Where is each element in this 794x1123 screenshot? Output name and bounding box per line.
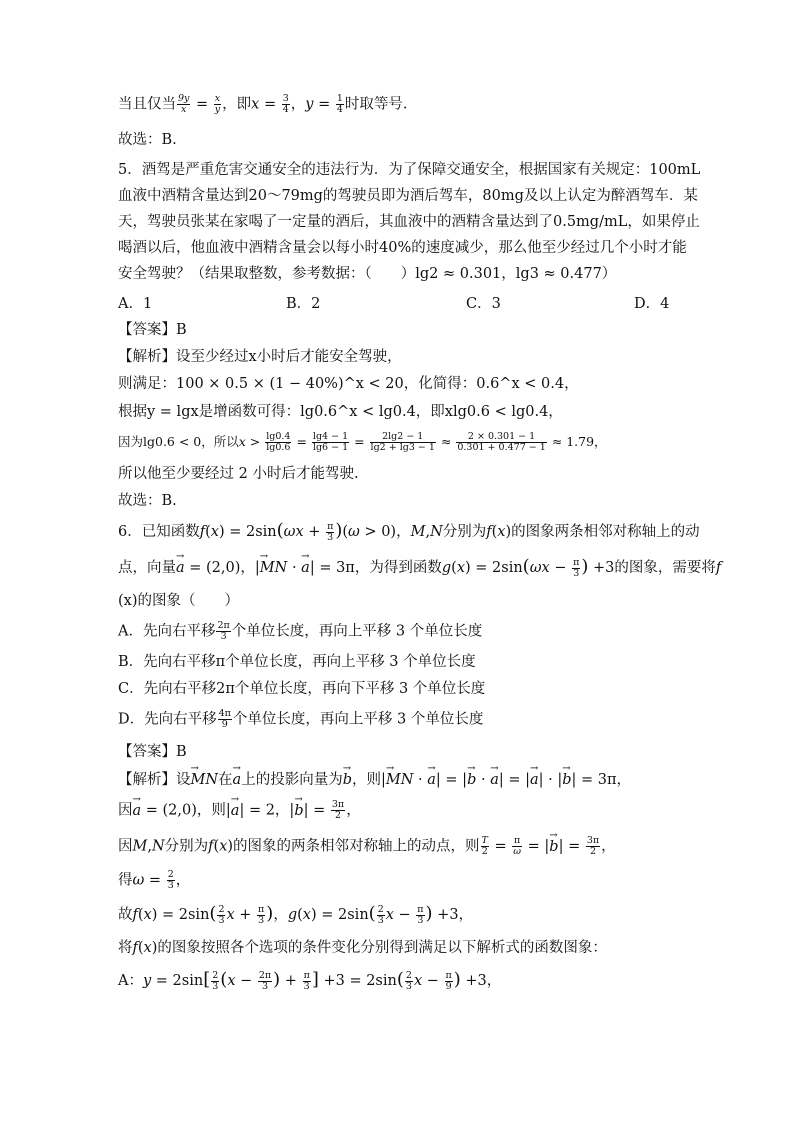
option-d: D．4 — [634, 296, 670, 312]
analysis-line: 故f(x) = 2sin( $\frac{2}{3}$ x + $\frac{\pi}{3}$ )，g(x) = 2sin( $\frac{2}{3}$ x − $\frac{\pi}{3}$ ) +3， — [118, 903, 474, 926]
analysis-line: 得ω = $\frac{2}{3}$ ， — [118, 869, 191, 891]
option-b: B．2 — [286, 296, 321, 312]
analysis-line: 则满足：100 × 0.5 × (1 − 40%)^x < 20，化简得：0.6^x < 0.4， — [118, 376, 579, 392]
question-6-line: (x)的图象（ ） — [118, 593, 239, 609]
analysis-line: 根据y = lgx是增函数可得：lg0.6^x < lg0.4，即xlg0.6 < lg0.4， — [118, 404, 563, 420]
option-c: C．先向右平移2π个单位长度，再向下平移 3 个单位长度 — [118, 681, 486, 697]
text-line: 当且仅当 $\frac{9y}{x}$ = $\frac{x}{y}$ ，即x = $\frac{3}{4}$ ，y = $\frac{1}{4}$ 时取等号. — [118, 93, 408, 115]
analysis-line: 故选：B. — [118, 493, 177, 509]
analysis-line: 因M,N分别为f(x)的图象的两条相邻对称轴上的动点，则 $\frac{T}{2}$ = $\frac{\pi}{\omega}$ = |→ b| = $\frac{3\pi}{2}$ ， — [118, 836, 616, 857]
analysis-line: 因→ a = (2,0)，则|→ a| = 2，|→ b| = $\frac{3\pi}{2}$ ， — [118, 800, 361, 821]
question-5-line: 血液中酒精含量达到20～79mg的驾驶员即为酒后驾车，80mg及以上认定为醉酒驾车．某 — [118, 188, 698, 204]
text-line: 故选：B. — [118, 132, 177, 148]
question-6-line: 6．已知函数f(x) = 2sin(ωx + $\frac{\pi}{3}$ )(ω > 0)，M,N分别为f(x)的图象两条相邻对称轴上的动 — [118, 520, 700, 543]
option-c: C．3 — [466, 296, 501, 312]
analysis-line: 将f(x)的图象按照各个选项的条件变化分别得到满足以下解析式的函数图象： — [118, 940, 607, 956]
analysis-line: A：y = 2sin[ $\frac{2}{3}$ (x − $\frac{2\pi}{3}$ ) + $\frac{\pi}{3}$ ] +3 = 2sin( $\frac{2}{3}$ x − $\frac{\pi}{9}$ ) +3， — [118, 969, 502, 992]
question-5-line: 天，驾驶员张某在家喝了一定量的酒后，其血液中的酒精含量达到了0.5mg/mL，如果停止 — [118, 214, 700, 230]
analysis-line: 【解析】设→ MN在→ a上的投影向量为→ b，则|→ MN · → a| = |→ b · → a| = |→ a| · |→ b| = 3π， — [118, 770, 631, 790]
analysis-line: 所以他至少要经过 2 小时后才能驾驶. — [118, 466, 359, 482]
question-6-line: 点，向量→ a = (2,0)，|→ MN · → a| = 3π，为得到函数g(x) = 2sin(ωx − $\frac{\pi}{3}$ ) +3的图象，需要将f — [118, 557, 721, 579]
option-d: D．先向右平移 $\frac{4\pi}{9}$ 个单位长度，再向上平移 3 个单位长度 — [118, 708, 484, 730]
question-5-line: 安全驾驶？（结果取整数，参考数据：（ ）lg2 ≈ 0.301，lg3 ≈ 0.477） — [118, 266, 617, 282]
answer-label: 【答案】B — [118, 322, 187, 338]
analysis-line: 因为lg0.6 < 0，所以x > $\frac{\lg 0.4}{\lg 0.6}$ = $\frac{\lg 4 - 1}{\lg 6 - 1}$ = $\frac{2\lg 2 - 1}{\lg 2 + \lg 3 - 1}$ ≈ $\frac{2 \times 0.301 - 1}{0.301 + 0.477 - 1}$ ≈ 1.79， — [118, 431, 607, 453]
option-a: A．先向右平移 $\frac{2\pi}{3}$ 个单位长度，再向上平移 3 个单位长度 — [118, 620, 483, 642]
analysis-line: 【解析】设至少经过x小时后才能安全驾驶， — [118, 349, 402, 365]
question-5-line: 5．酒驾是严重危害交通安全的违法行为．为了保障交通安全，根据国家有关规定：100mL — [118, 162, 701, 178]
answer-label: 【答案】B — [118, 744, 187, 760]
option-a: A．1 — [118, 296, 153, 312]
question-5-line: 喝酒以后，他血液中酒精含量会以每小时40%的速度减少，那么他至少经过几个小时才能 — [118, 240, 687, 256]
option-b: B．先向右平移π个单位长度，再向上平移 3 个单位长度 — [118, 654, 476, 670]
